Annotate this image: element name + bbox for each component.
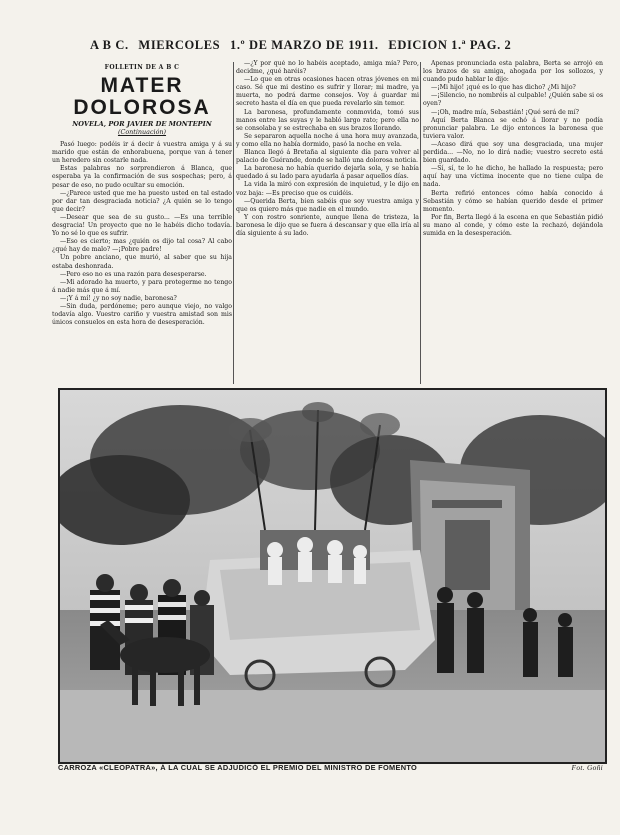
carnival-float-photo — [58, 388, 607, 764]
paragraph: Por fin, Berta llegó á la escena en que Sebastián pidió su mano al conde, y cómo este la rechazó, dejándola sumida en la desesperación. — [423, 213, 603, 237]
header-date: 1.º DE MARZO DE 1911. — [229, 38, 379, 52]
paragraph: —Sí, sí, te lo he dicho, he hallado la respuesta; pero aquí hay una víctima inocente que no tiene culpa de nada. — [423, 165, 603, 189]
paragraph: —¡Silencio, no nombréis al culpable! ¿Quién sabe si os oyen? — [423, 92, 603, 108]
paragraph: —Eso es cierto; mas ¿quién os dijo tal cosa? Al cabo ¿qué hay de malo? —¡Pobre padre! — [52, 238, 232, 254]
serial-continuation: (Continuación) — [117, 128, 167, 137]
paragraph: —Pero eso no es una razón para desesperarse. — [60, 270, 207, 278]
photo-caption — [58, 763, 603, 775]
column-divider — [420, 62, 421, 384]
column-1 — [52, 60, 232, 384]
newspaper-name: A B C. — [90, 38, 129, 52]
paragraph: —Mi adorado ha muerto, y para protegerme no tengo á nadie más que á mí. — [52, 278, 232, 294]
paragraph: Un pobre anciano, que murió, al saber que su hija estaba deshonrada. — [52, 254, 232, 270]
paragraph: —Desear que sea de su gusto... —Es una terrible desgracia! Un proyecto que no le habéis dicho todavía. Yo no sé lo que es sufrir. — [52, 213, 232, 238]
paragraph: La vida la miró con expresión de inquietud, y le dijo en voz baja: —Es preciso que os cuidéis. — [236, 181, 419, 197]
paragraph: —Acaso dirá que soy una desgraciada, una mujer perdida... —No, no lo dirá nadie; vuestro secreto está bien guardado. — [423, 140, 603, 165]
paragraph: Berta refirió entonces cómo había conocido á Sebastián y cómo se habían querido desde el primer momento. — [423, 189, 603, 213]
paragraph: Blanca llegó á Bretaña al siguiente día para volver al palacio de Guérande, donde se halló una dolorosa noticia. — [236, 149, 419, 165]
caption-text: CARROZA «CLEOPATRA», Á LA CUAL SE ADJUDICÓ EL PREMIO DEL MINISTRO DE FOMENTO — [58, 763, 418, 772]
paragraph: —¡Mi hijo! ¡qué es lo que has dicho? ¿Mi hijo? — [431, 84, 576, 92]
paragraph: La baronesa, profundamente conmovida, tomó sus manos entre las suyas y le habló largo rato; pero ella no se consolaba y se estrechaba en sus brazos llorando. — [236, 108, 419, 132]
header-day: MIERCOLES — [138, 38, 221, 52]
paragraph: —¿Parece usted que me ha puesto usted en tal estado por dar tan desgraciada noticia? ¿A quién se lo tengo que decir? — [52, 189, 232, 213]
column-divider — [233, 62, 234, 384]
paragraph: Estas palabras no sorprendieron á Blanca, que esperaba ya la confirmación de sus sospechas; pero, á pesar de eso, no pudo ocultar su emoción. — [52, 165, 232, 189]
paragraph: Pasó luego: podéis ir á decir á vuestra amiga y á su marido que están de enhorabuena, porque van á tener un heredero sin costarle nada. — [52, 141, 232, 165]
serial-title: MATER DOLOROSA — [73, 74, 211, 120]
page-header — [90, 38, 600, 54]
paragraph: —Querida Berta, bien sabéis que soy vuestra amiga y que os quiero más que nadie en el mundo. — [236, 197, 419, 213]
paragraph: Apenas pronunciada esta palabra, Berta se arrojó en los brazos de su amiga, ahogada por los sollozos, y cuando pudo hablar le dijo: — [423, 60, 603, 84]
header-edition: EDICION 1.ª PAG. 2 — [388, 38, 512, 52]
photo-credit: Fot. Goñi — [571, 763, 603, 772]
paragraph: —¡Y á mí! ¿y no soy nadie, baronesa? — [60, 294, 177, 302]
paragraph: —¿Y por qué no lo habéis aceptado, amiga mía? Pero, decidme, ¿qué haréis? — [236, 60, 419, 76]
paragraph: —¡Oh, madre mía, Sebastián! ¡Qué será de mí? — [431, 108, 579, 116]
paragraph: —Sin duda, perdóneme; pero aunque viejo, no valgo todavía algo. Vuestro cariño y vuestra amistad son mis únicos consuelos en esta hora de desesperación. — [52, 302, 232, 327]
serial-subtitle: NOVELA, POR JAVIER DE MONTEPIN — [72, 120, 212, 129]
column-3 — [423, 60, 603, 384]
photo-illustration — [60, 390, 605, 762]
paragraph: Aquí Berta Blanca se echó á llorar y no podía pronunciar palabra. Le dijo entonces la baronesa que tuviera valor. — [423, 116, 603, 140]
column-2 — [236, 60, 419, 384]
paragraph: La baronesa no había querido dejarla sola, y se había quedado á su lado para ayudarla á pasar aquellos días. — [236, 165, 419, 181]
serial-section-label: FOLLETIN DE A B C — [104, 64, 180, 71]
paragraph: Se separaron aquella noche á una hora muy avanzada, y como ella no había dormido, pasó la noche en vela. — [236, 132, 419, 148]
paragraph: —Lo que en otras ocasiones hacen otras jóvenes en mi caso. Sé que mi destino es sufrir y llorar; mi madre, ya muerta, no podrá darme consejos. Voy á guardar mi secreto hasta el día en que pueda revelarlo sin temor. — [236, 76, 419, 108]
paragraph: Y con rostro sonriente, aunque llena de tristeza, la baronesa le dijo que se fuera á descansar y que ella iría al día siguiente á su lado. — [236, 213, 419, 237]
